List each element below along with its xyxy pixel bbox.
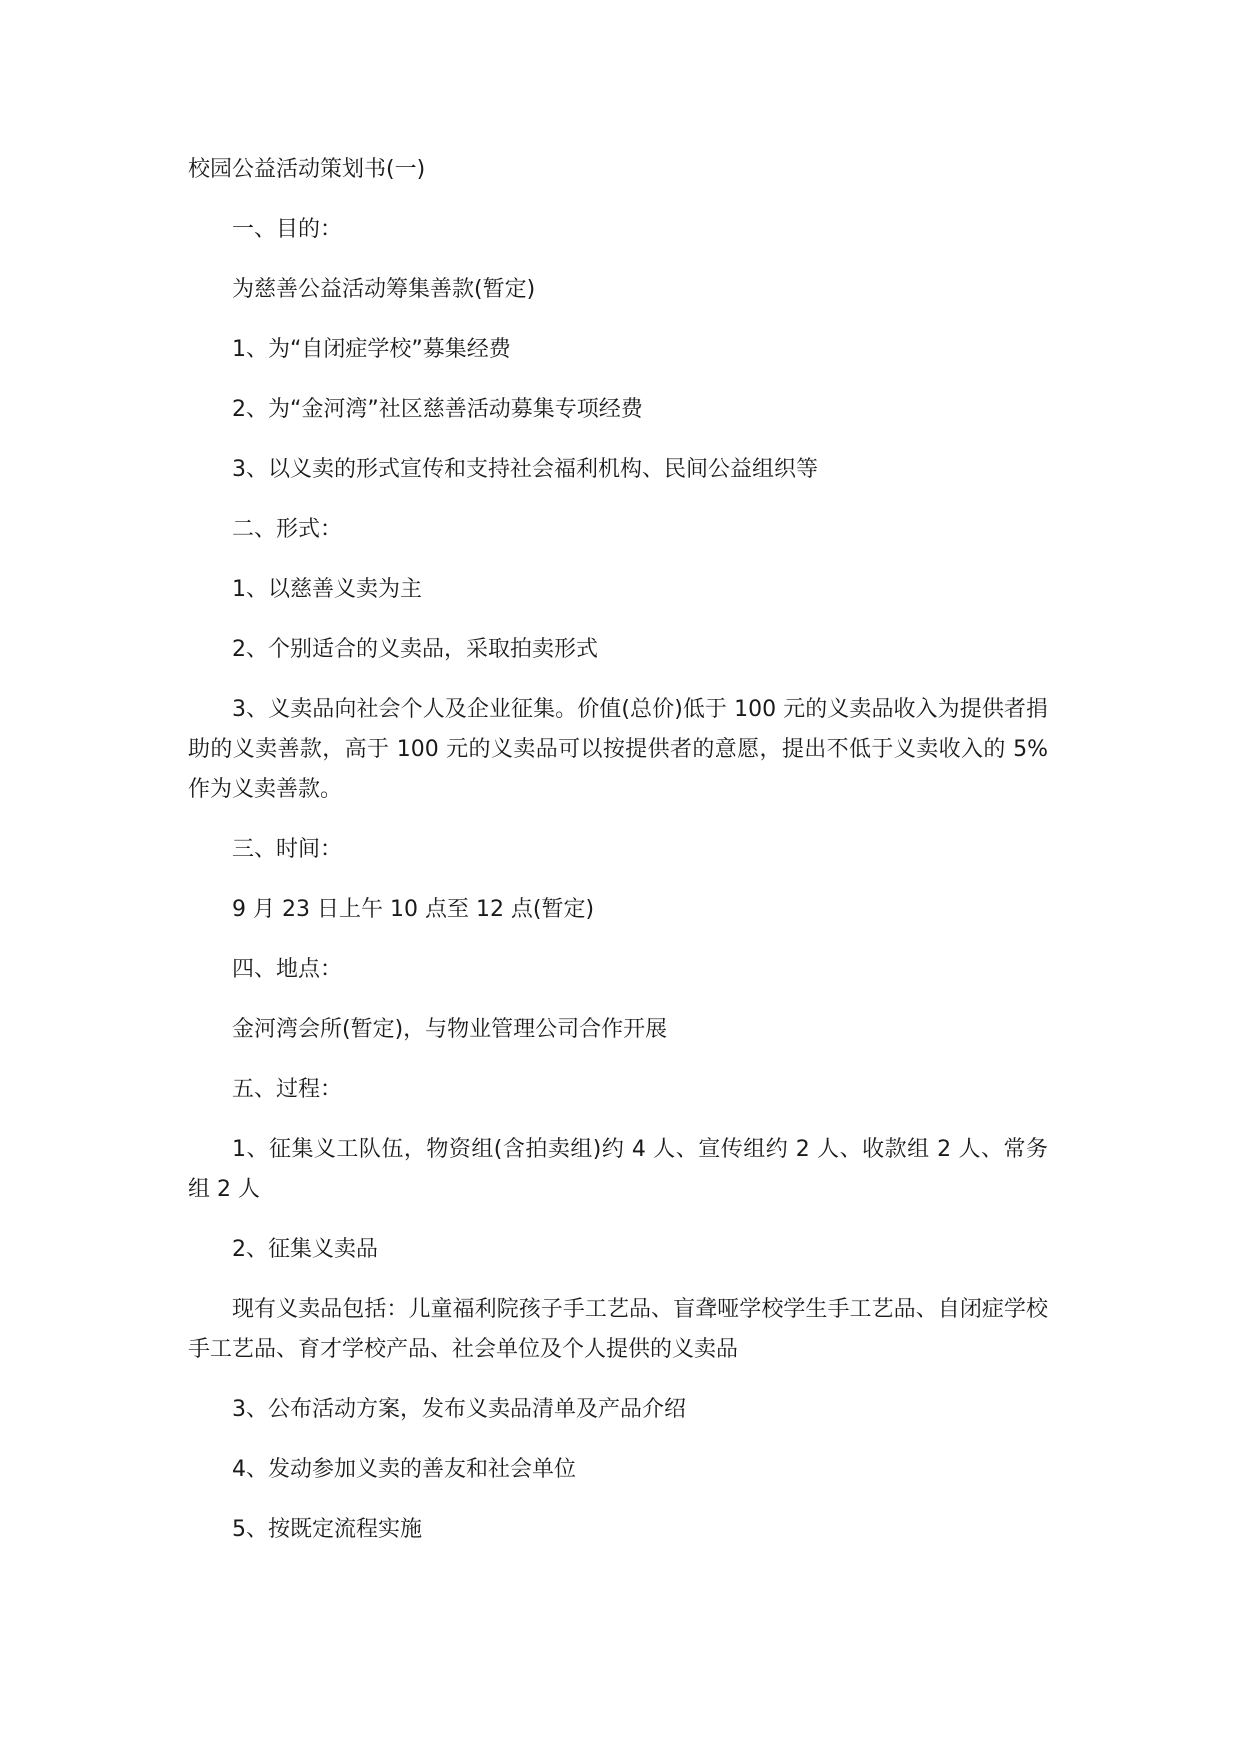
heading-location: 四、地点： — [232, 957, 343, 982]
list-item: 3、公布活动方案，发布义卖品清单及产品介绍 — [232, 1397, 686, 1422]
list-item: 3、以义卖的形式宣传和支持社会福利机构、民间公益组织等 — [232, 457, 818, 482]
document-body — [188, 150, 1048, 1570]
document-title: 校园公益活动策划书(一) — [188, 157, 426, 182]
paragraph: 9 月 23 日上午 10 点至 12 点(暂定) — [232, 897, 595, 922]
heading-format: 二、形式： — [232, 517, 343, 542]
paragraph: 金河湾会所(暂定)，与物业管理公司合作开展 — [232, 1017, 668, 1042]
list-item: 4、发动参加义卖的善友和社会单位 — [232, 1457, 576, 1482]
heading-purpose: 一、目的： — [232, 217, 343, 242]
list-item: 3、义卖品向社会个人及企业征集。价值(总价)低于 100 元的义卖品收入为提供者捐助的义卖善款，高于 100 元的义卖品可以按提供者的意愿，提出不低于义卖收入的 5%作为义卖善款。 — [188, 697, 1048, 802]
paragraph: 为慈善公益活动筹集善款(暂定) — [232, 277, 536, 302]
list-item: 5、按既定流程实施 — [232, 1517, 422, 1542]
list-item: 1、以慈善义卖为主 — [232, 577, 422, 602]
list-item: 2、为“金河湾”社区慈善活动募集专项经费 — [232, 397, 643, 422]
paragraph: 现有义卖品包括：儿童福利院孩子手工艺品、盲聋哑学校学生手工艺品、自闭症学校手工艺品、育才学校产品、社会单位及个人提供的义卖品 — [188, 1297, 1048, 1362]
list-item: 1、为“自闭症学校”募集经费 — [232, 337, 511, 362]
heading-process: 五、过程： — [232, 1077, 343, 1102]
list-item: 1、征集义工队伍，物资组(含拍卖组)约 4 人、宣传组约 2 人、收款组 2 人、常务组 2 人 — [188, 1137, 1048, 1202]
list-item: 2、个别适合的义卖品，采取拍卖形式 — [232, 637, 598, 662]
list-item: 2、征集义卖品 — [232, 1237, 378, 1262]
heading-time: 三、时间： — [232, 837, 343, 862]
